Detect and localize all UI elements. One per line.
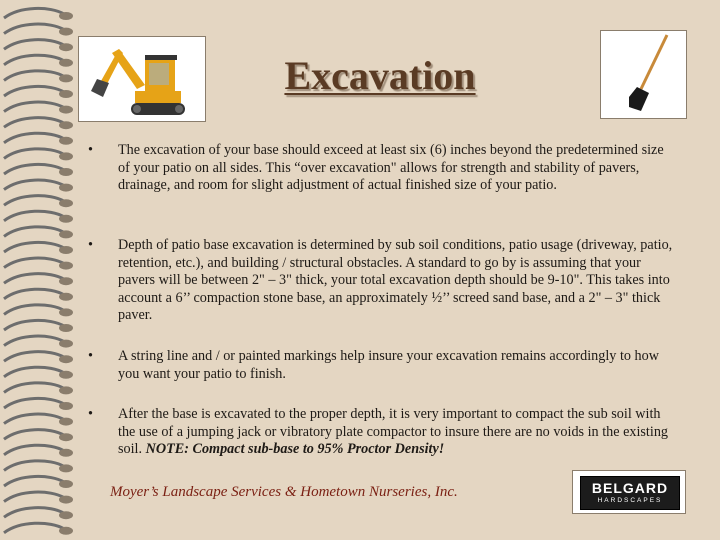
binding-ring bbox=[4, 383, 73, 395]
binding-ring bbox=[4, 414, 73, 426]
bullet-marker: • bbox=[88, 348, 93, 364]
binding-ring bbox=[4, 86, 73, 98]
excavator-icon bbox=[79, 37, 205, 121]
bullet-text: Depth of patio base excavation is determined by sub soil conditions, patio usage (driveway, patio, retention, etc.), and building / structural obstacles. A standard to go by is assuming that your pavers will be between 2" – 3" thick, your total excavation depth should be 9-10". This takes into account a 6’’ compaction stone base, an approximately ½’’ screed sand base, and a 2" – 3" thick paver. bbox=[118, 237, 673, 323]
binding-ring bbox=[4, 258, 73, 270]
binding-ring bbox=[4, 523, 73, 535]
binding-ring bbox=[4, 8, 73, 20]
binding-ring bbox=[4, 164, 73, 176]
binding-ring bbox=[4, 133, 73, 145]
binding-ring bbox=[4, 180, 73, 192]
bullet-text: A string line and / or painted markings help insure your excavation remains accordingly to how you want your patio to finish. bbox=[118, 348, 659, 382]
binding-ring bbox=[4, 336, 73, 348]
logo-subtitle: HARDSCAPES bbox=[597, 497, 663, 504]
binding-ring bbox=[4, 461, 73, 473]
binding-ring bbox=[4, 55, 73, 67]
bullet-text: After the base is excavated to the proper depth, it is very important to compact the sub soil with the use of a jumping jack or vibratory plate compactor to insure there are no voids in the existing soil. bbox=[118, 406, 669, 457]
bullet-marker: • bbox=[88, 142, 93, 158]
logo-brand: BELGARD bbox=[591, 480, 669, 496]
page-title: Excavation bbox=[284, 53, 476, 98]
bullet-marker: • bbox=[88, 406, 93, 422]
binding-ring bbox=[4, 508, 73, 520]
binding-ring bbox=[4, 492, 73, 504]
binding-ring bbox=[4, 289, 73, 301]
binding-ring bbox=[4, 320, 73, 332]
footer-credit: Moyer’s Landscape Services & Hometown Nurseries, Inc. bbox=[110, 484, 458, 500]
binding-ring bbox=[4, 430, 73, 442]
binding-ring bbox=[4, 118, 73, 130]
binding-ring bbox=[4, 242, 73, 254]
binding-ring bbox=[4, 211, 73, 223]
excavator-image bbox=[78, 36, 206, 122]
binding-ring bbox=[4, 476, 73, 488]
binding-ring bbox=[4, 40, 73, 52]
binding-ring bbox=[4, 274, 73, 286]
binding-ring bbox=[4, 102, 73, 114]
shovel-icon bbox=[601, 31, 686, 118]
binding-ring bbox=[4, 196, 73, 208]
binding-ring bbox=[4, 24, 73, 36]
belgard-logo bbox=[572, 470, 686, 514]
binding-ring bbox=[4, 227, 73, 239]
binding-ring bbox=[4, 149, 73, 161]
binding-ring bbox=[4, 445, 73, 457]
binding-ring bbox=[4, 305, 73, 317]
binding-ring bbox=[4, 367, 73, 379]
bullet-note: NOTE: Compact sub-base to 95% Proctor Density! bbox=[145, 441, 445, 457]
shovel-image bbox=[600, 30, 687, 119]
bullet-text: The excavation of your base should exceed at least six (6) inches beyond the predetermined size of your patio on all sides. This “over excavation" allows for strength and stability of pavers, drainage, and room for slight adjustment of actual finished size of your patio. bbox=[118, 142, 664, 193]
bullet-marker: • bbox=[88, 237, 93, 253]
binding-ring bbox=[4, 398, 73, 410]
binding-ring bbox=[4, 352, 73, 364]
binding-ring bbox=[4, 71, 73, 83]
